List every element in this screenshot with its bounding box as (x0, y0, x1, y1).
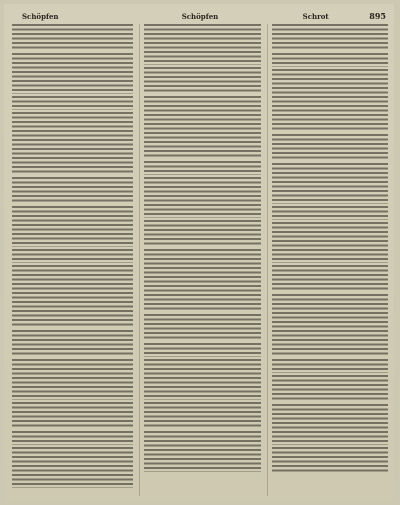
dictionary-entry (272, 447, 388, 474)
text-columns (12, 24, 388, 496)
running-head (12, 9, 388, 23)
dictionary-entry (144, 431, 260, 472)
dictionary-entry (144, 24, 260, 65)
dictionary-entry (12, 96, 133, 110)
column-3 (267, 24, 388, 496)
dictionary-entry (12, 53, 133, 94)
dictionary-page (4, 4, 394, 502)
dictionary-entry (272, 404, 388, 445)
dictionary-entry (272, 24, 388, 51)
dictionary-entry (272, 359, 388, 373)
dictionary-entry (144, 343, 260, 357)
head-left-word: Schöpfen (22, 11, 59, 21)
dictionary-entry (12, 24, 133, 51)
dictionary-entry (12, 431, 133, 445)
dictionary-entry (144, 67, 260, 94)
dictionary-entry (144, 177, 260, 218)
dictionary-entry (144, 314, 260, 341)
dictionary-entry (272, 222, 388, 263)
dictionary-entry (144, 249, 260, 312)
dictionary-entry (12, 206, 133, 247)
dictionary-entry (12, 359, 133, 400)
dictionary-entry (12, 177, 133, 204)
dictionary-entry (144, 402, 260, 429)
dictionary-entry (272, 294, 388, 357)
dictionary-entry (272, 206, 388, 220)
dictionary-entry (144, 220, 260, 247)
head-right-word: Schrot (302, 11, 329, 21)
dictionary-entry (12, 112, 133, 175)
dictionary-entry (12, 249, 133, 263)
column-2 (139, 24, 260, 496)
dictionary-entry (12, 330, 133, 357)
dictionary-entry (12, 402, 133, 429)
dictionary-entry (272, 134, 388, 161)
dictionary-entry (272, 265, 388, 292)
dictionary-entry (12, 265, 133, 328)
dictionary-entry (144, 96, 260, 159)
dictionary-entry (272, 163, 388, 204)
dictionary-entry (272, 375, 388, 402)
column-1 (12, 24, 133, 496)
dictionary-entry (144, 161, 260, 175)
head-middle-word: Schöpfen (181, 11, 219, 21)
dictionary-entry (144, 359, 260, 400)
dictionary-entry (272, 69, 388, 132)
dictionary-entry (272, 53, 388, 67)
page-number: 895 (369, 11, 386, 21)
dictionary-entry (12, 447, 133, 488)
